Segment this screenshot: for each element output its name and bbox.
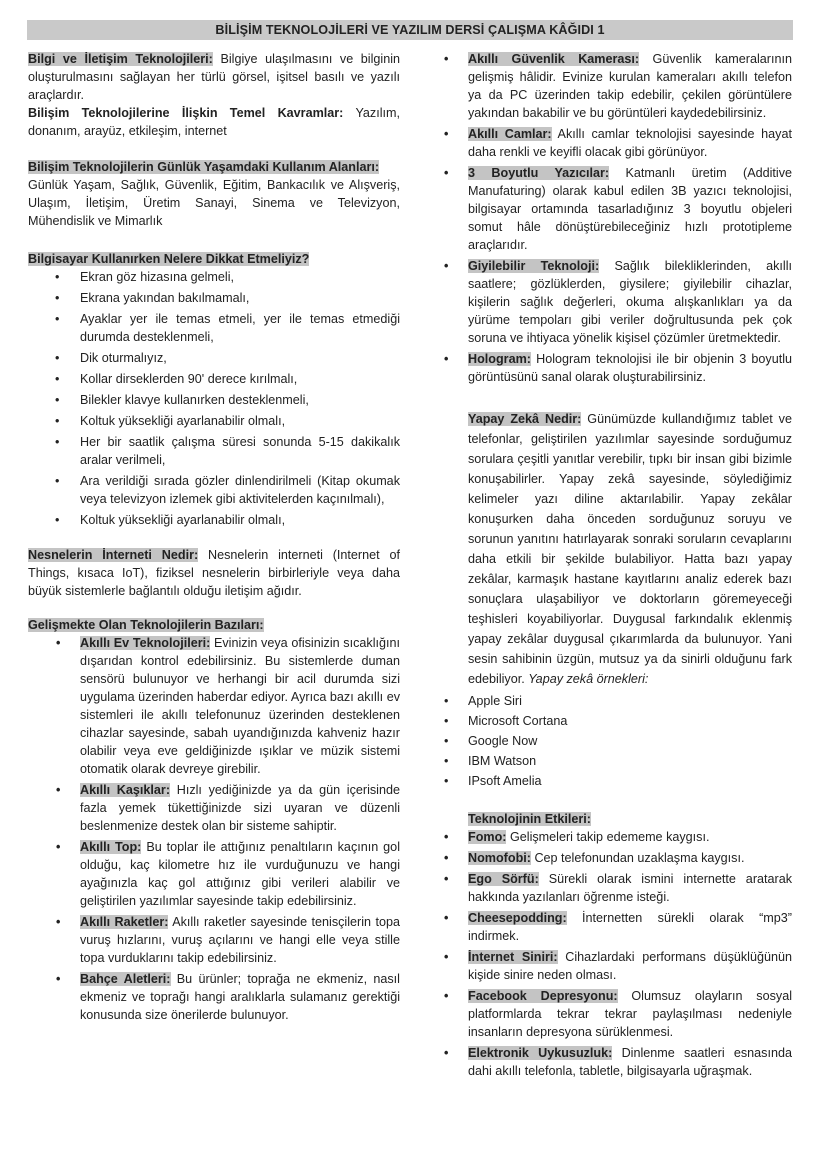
- emerging-heading: [28, 616, 400, 634]
- item-term: Giyilebilir Teknoloji:: [468, 259, 600, 273]
- item-text: Hologram teknolojisi ile bir objenin 3 boyutlu görüntüsünü sanal olarak oluşturabilirsiniz.: [468, 352, 792, 384]
- list-item: [440, 125, 792, 161]
- list-item: • Apple Siri: [440, 692, 792, 710]
- item-term: Cheesepodding:: [468, 911, 567, 925]
- left-column: [28, 50, 400, 1027]
- item-term: Akıllı Raketler:: [80, 915, 169, 929]
- item-text: Akıllı camlar teknolojisi sayesinde hayat daha renkli ve keyifli olacak gibi görünüyor.: [468, 127, 792, 159]
- item-text: Akıllı raketler sayesinde tenisçilerin topa vuruş hızlarını, vuruş açılarını ve hangi elle veya stille topa vurduklarını takip edebilirsiniz.: [80, 915, 400, 965]
- list-item: • IPsoft Amelia: [440, 772, 792, 790]
- item-term: Nomofobi:: [468, 851, 531, 865]
- list-item: • Ekran göz hizasına gelmeli,: [28, 268, 400, 286]
- list-item: • Dik oturmalıyız,: [28, 349, 400, 367]
- item-term: İnternet Siniri:: [468, 950, 558, 964]
- ai-term: Yapay Zekâ Nedir:: [468, 412, 582, 426]
- list-item: • Koltuk yüksekliği ayarlanabilir olmalı,: [28, 412, 400, 430]
- features-list: [440, 50, 792, 386]
- effects-heading: [440, 810, 792, 828]
- item-text: Evinizin veya ofisinizin sıcaklığını dışarıdan kontrol edebilirsiniz. Bu sistemlerde duman sensörü bulunuyor ve herhangi bir acil durumda sizi uygulama üzerinden haberdar ediyor. Ayrıca bazı akıllı ev sistemleri ile akıllı telefonunuz üzerinden desteklenen cihazlar sayesinde, sabah uyandığınızda kahveniz hazır olabilir veya eve geldiğinizde ışıklar ve müzik sistemi otomatik olarak devreye girebilir.: [80, 636, 400, 776]
- intro-text: Bilgiye ulaşılmasını ve bilginin oluşturulmasını sağlayan her türlü görsel, işitsel basılı ve yazılı araçlardır.: [28, 52, 401, 102]
- care-heading-text: Bilgisayar Kullanırken Nelere Dikkat Etmeliyiz?: [28, 252, 310, 266]
- item-text: Sağlık bilekliklerinden, akıllı saatlere; gözlüklerden, giysilere; giyilebilir cihazlar, kişilerin sağlık değerleri, okuma alışkanlıkları ya da yürüme tempoları gibi veriler doğrultusunda pek çok soruna ve ihtiyaca yönelik kişisel çözümler üretmektedir.: [468, 259, 792, 345]
- emerging-heading-text: Gelişmekte Olan Teknolojilerin Bazıları:: [28, 618, 264, 632]
- right-column: [440, 50, 792, 1083]
- ai-text: Günümüzde kullandığımız tablet ve telefonlar, geliştirilen yazılımlar sayesinde sorduğumuz sorulara çeşitli yanıtlar verebilir, tıpkı bir insan gibi bizimle konuşabilirler. Yapay zekâ sayesinde, söylediğimiz kelimeler yazı diline aktarılabilir. Yapay zekâlar konuşurken daha önceden sorduğunuz soruyu ve sorunun yanıtını hatırlayarak sonraki soruların cevaplarını daha etkili bir şekilde bulabiliyor. Hatta bazı yapay zekâlar, karmaşık hastane kayıtlarını analiz ederek bazı sonuçlara ulaşabiliyor ve doktorların göremeyeceği teşhisleri koyabiliyorlar. Duygusal farkındalık eklenmiş yapay zekâlar duygusal çıkarımlarda da bulunuyor. Yani sesin sahibinin üzgün, mutsuz ya da sinirli olduğunu fark edebiliyor.: [468, 412, 792, 686]
- concepts-paragraph: [28, 104, 400, 140]
- list-item: • Ekrana yakından bakılmamalı,: [28, 289, 400, 307]
- usage-text: Günlük Yaşam, Sağlık, Güvenlik, Eğitim, Bankacılık ve Alışveriş, Ulaşım, İletişim, Üretim Sanayi, Sinema ve Televizyon, Mühendislik ve Mimarlık: [28, 178, 400, 228]
- item-text: Bu toplar ile attığınız penaltıların kaçının gol olduğu, kaç kilometre hız ile vurduğunuzu ve hangi ayağınızla kaç gol attığınız gibi verileri alabilir ve geliştirilen yazılımlar sayesinde takip edebilirsiniz.: [80, 840, 400, 908]
- ai-examples-list: [440, 692, 792, 790]
- concepts-text: Yazılım, donanım, arayüz, etkileşim, internet: [28, 106, 400, 138]
- list-item: [440, 987, 792, 1041]
- item-term: Bahçe Aletleri:: [80, 972, 171, 986]
- list-item: [28, 634, 400, 778]
- usage-heading: [28, 158, 400, 176]
- care-heading: [28, 250, 400, 268]
- iot-text: Nesnelerin interneti (Internet of Things, kısaca IoT), fiziksel nesnelerin birbirleriyle veya daha büyük sistemlerle bağlantılı olduğu iletişim ağıdır.: [28, 548, 400, 598]
- item-term: Akıllı Kaşıklar:: [80, 783, 171, 797]
- item-text: Güvenlik kameralarının gelişmiş hâlidir. Evinize kurulan kameraları akıllı telefon ya da PC üzerinden takip edebilir, çekilen görüntülere yakından bakabilir ve bu görüntüleri kaydedebilirsiniz.: [468, 52, 792, 120]
- list-item: [440, 257, 792, 347]
- item-term: Akıllı Camlar:: [468, 127, 552, 141]
- ai-examples-label: Yapay zekâ örnekleri:: [528, 672, 649, 686]
- item-term: Akıllı Ev Teknolojileri:: [80, 636, 211, 650]
- list-item: • IBM Watson: [440, 752, 792, 770]
- effects-heading-text: Teknolojinin Etkileri:: [468, 812, 591, 826]
- item-text: Cep telefonundan uzaklaşma kaygısı.: [530, 851, 745, 865]
- iot-term: Nesnelerin İnterneti Nedir:: [28, 548, 199, 562]
- list-item: [28, 781, 400, 835]
- list-item: • Microsoft Cortana: [440, 712, 792, 730]
- page-title: BİLİŞİM TEKNOLOJİLERİ VE YAZILIM DERSİ ÇALIŞMA KÂĞIDI 1: [27, 20, 793, 40]
- list-item: [440, 164, 792, 254]
- list-item: [28, 970, 400, 1024]
- list-item: [440, 849, 792, 867]
- intro-paragraph: [28, 50, 400, 104]
- list-item: [440, 350, 792, 386]
- care-list: [28, 268, 400, 529]
- item-term: Ego Sörfü:: [468, 872, 539, 886]
- item-text: Sürekli olarak ismini internette aratarak hakkında yazılanları öğrenme isteği.: [468, 872, 793, 904]
- item-text: Bu ürünler; toprağa ne ekmeniz, nasıl ekmeniz ve toprağı hangi aralıklarla sulamanız gerektiği konusunda size önerilerde bulunuyor.: [80, 972, 400, 1022]
- list-item: • Koltuk yüksekliği ayarlanabilir olmalı,: [28, 511, 400, 529]
- intro-term: Bilgi ve İletişim Teknolojileri:: [28, 52, 213, 66]
- usage-heading-text: Bilişim Teknolojilerin Günlük Yaşamdaki Kullanım Alanları:: [28, 160, 380, 174]
- item-term: Fomo:: [468, 830, 507, 844]
- item-term: Akıllı Top:: [80, 840, 142, 854]
- list-item: [440, 870, 792, 906]
- item-term: Akıllı Güvenlik Kamerası:: [468, 52, 640, 66]
- item-text: Olumsuz olayların sosyal platformlarda tekrar tekrar paylaşılması nedeniyle insanların depresyona sürüklenmesi.: [468, 989, 792, 1039]
- item-term: 3 Boyutlu Yazıcılar:: [468, 166, 610, 180]
- list-item: [440, 828, 792, 846]
- iot-paragraph: [28, 546, 400, 600]
- list-item: • Google Now: [440, 732, 792, 750]
- item-text: Hızlı yediğinizde ya da gün içerisinde fazla yemek tükettiğinizde sizi uyaran ve düzenli beslenmenize destek olan bir sisteme sahiptir.: [80, 783, 400, 833]
- item-text: Gelişmeleri takip edememe kaygısı.: [506, 830, 710, 844]
- list-item: [440, 1044, 792, 1080]
- ai-paragraph: [440, 409, 792, 689]
- effects-list: [440, 828, 792, 1080]
- list-item: • Kollar dirseklerden 90' derece kırılmalı,: [28, 370, 400, 388]
- item-text: Cihazlardaki performans düşüklüğünün kişide sinire neden olması.: [468, 950, 792, 982]
- list-item: [440, 909, 792, 945]
- concepts-term: Bilişim Teknolojilerine İlişkin Temel Kavramlar:: [28, 106, 344, 120]
- item-term: Elektronik Uykusuzluk:: [468, 1046, 613, 1060]
- list-item: • Bilekler klavye kullanırken desteklenmeli,: [28, 391, 400, 409]
- item-term: Facebook Depresyonu:: [468, 989, 618, 1003]
- list-item: [28, 913, 400, 967]
- item-text: Katmanlı üretim (Additive Manufaturing) olarak kabul edilen 3B yazıcı teknolojisi, bilgisayar ortamında tasarladığınız 3 boyutlu objeleri somut hâle dönüştürebileceğiniz hızlı prototipleme araçlarıdır.: [468, 166, 792, 252]
- list-item: • Ara verildiği sırada gözler dinlendirilmeli (Kitap okumak veya televizyon izlemek gibi aktivitelerden kaçınılmalı),: [28, 472, 400, 508]
- item-term: Hologram:: [468, 352, 531, 366]
- item-text: İnternetten sürekli olarak “mp3” indirmek.: [468, 911, 792, 943]
- list-item: [440, 948, 792, 984]
- list-item: [440, 50, 792, 122]
- list-item: • Ayaklar yer ile temas etmeli, yer ile temas etmediği durumda desteklenmeli,: [28, 310, 400, 346]
- list-item: [28, 838, 400, 910]
- list-item: • Her bir saatlik çalışma süresi sonunda 5-15 dakikalık aralar verilmeli,: [28, 433, 400, 469]
- item-text: Dinlenme saatleri esnasında dahi akıllı telefonla, tabletle, bilgisayarla uğraşmak.: [468, 1046, 792, 1078]
- emerging-list: [28, 634, 400, 1024]
